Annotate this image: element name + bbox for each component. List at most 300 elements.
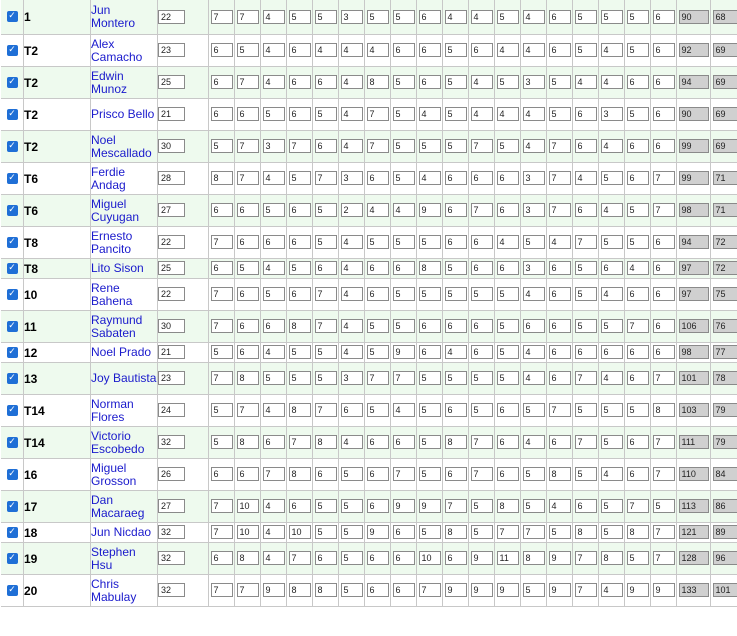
hole-5-score-input[interactable]: 6 — [315, 261, 337, 275]
hole-12-score-input[interactable]: 6 — [497, 261, 519, 275]
hole-5-score-input[interactable]: 6 — [315, 75, 337, 89]
checkbox-checked-icon[interactable]: ✓ — [8, 140, 16, 151]
hole-13-score-input[interactable]: 4 — [523, 107, 545, 121]
hole-12-score-input[interactable]: 6 — [497, 171, 519, 185]
hole-6-score-input[interactable]: 3 — [341, 10, 363, 24]
hole-10-score-input[interactable]: 6 — [445, 319, 467, 333]
hole-1-score-input[interactable]: 5 — [211, 403, 233, 417]
hole-9-score-input[interactable]: 4 — [419, 107, 441, 121]
hole-12-score-input[interactable]: 6 — [497, 203, 519, 217]
hole-13-score-input[interactable]: 5 — [523, 499, 545, 513]
hole-1-score-input[interactable]: 7 — [211, 499, 233, 513]
hole-18-score-input[interactable]: 7 — [653, 551, 675, 565]
checkbox-checked-icon[interactable]: ✓ — [8, 204, 16, 215]
hole-15-score-input[interactable]: 5 — [575, 403, 597, 417]
hole-18-score-input[interactable]: 6 — [653, 235, 675, 249]
hole-5-score-input[interactable]: 7 — [315, 287, 337, 301]
player-name-link[interactable]: Ernesto Pancito — [91, 228, 133, 256]
hole-17-score-input[interactable]: 6 — [627, 345, 649, 359]
hole-4-score-input[interactable]: 6 — [289, 107, 311, 121]
hole-11-score-input[interactable]: 5 — [471, 525, 493, 539]
hole-9-score-input[interactable]: 6 — [419, 75, 441, 89]
hole-5-score-input[interactable]: 5 — [315, 525, 337, 539]
hole-12-score-input[interactable]: 8 — [497, 499, 519, 513]
hole-17-score-input[interactable]: 5 — [627, 203, 649, 217]
hole-9-score-input[interactable]: 9 — [419, 499, 441, 513]
hole-11-score-input[interactable]: 6 — [471, 43, 493, 57]
hole-1-score-input[interactable]: 6 — [211, 551, 233, 565]
hole-11-score-input[interactable]: 5 — [471, 403, 493, 417]
handicap-input[interactable]: 21 — [158, 107, 185, 121]
hole-10-score-input[interactable]: 4 — [445, 345, 467, 359]
hole-14-score-input[interactable]: 7 — [549, 403, 571, 417]
hole-8-score-input[interactable]: 9 — [393, 345, 415, 359]
hole-11-score-input[interactable]: 5 — [471, 371, 493, 385]
hole-8-score-input[interactable]: 5 — [393, 171, 415, 185]
handicap-input[interactable]: 27 — [158, 203, 185, 217]
hole-10-score-input[interactable]: 6 — [445, 235, 467, 249]
handicap-input[interactable]: 22 — [158, 287, 185, 301]
handicap-input[interactable]: 32 — [158, 583, 185, 597]
hole-14-score-input[interactable]: 9 — [549, 583, 571, 597]
hole-15-score-input[interactable]: 6 — [575, 345, 597, 359]
hole-15-score-input[interactable]: 7 — [575, 551, 597, 565]
hole-11-score-input[interactable]: 7 — [471, 467, 493, 481]
hole-12-score-input[interactable]: 5 — [497, 345, 519, 359]
hole-7-score-input[interactable]: 6 — [367, 583, 389, 597]
hole-3-score-input[interactable]: 5 — [263, 287, 285, 301]
checkbox-checked-icon[interactable]: ✓ — [8, 346, 16, 357]
hole-2-score-input[interactable]: 6 — [237, 319, 259, 333]
hole-2-score-input[interactable]: 7 — [237, 583, 259, 597]
hole-8-score-input[interactable]: 6 — [393, 583, 415, 597]
hole-12-score-input[interactable]: 5 — [497, 10, 519, 24]
hole-4-score-input[interactable]: 6 — [289, 43, 311, 57]
hole-18-score-input[interactable]: 8 — [653, 403, 675, 417]
hole-9-score-input[interactable]: 9 — [419, 203, 441, 217]
hole-6-score-input[interactable]: 4 — [341, 43, 363, 57]
hole-13-score-input[interactable]: 5 — [523, 467, 545, 481]
hole-8-score-input[interactable]: 5 — [393, 139, 415, 153]
hole-8-score-input[interactable]: 5 — [393, 235, 415, 249]
hole-9-score-input[interactable]: 5 — [419, 435, 441, 449]
hole-1-score-input[interactable]: 7 — [211, 371, 233, 385]
hole-3-score-input[interactable]: 4 — [263, 261, 285, 275]
hole-6-score-input[interactable]: 3 — [341, 171, 363, 185]
hole-5-score-input[interactable]: 5 — [315, 499, 337, 513]
hole-13-score-input[interactable]: 3 — [523, 75, 545, 89]
hole-10-score-input[interactable]: 5 — [445, 371, 467, 385]
hole-14-score-input[interactable]: 9 — [549, 551, 571, 565]
checkbox-checked-icon[interactable]: ✓ — [8, 172, 16, 183]
hole-12-score-input[interactable]: 6 — [497, 435, 519, 449]
hole-3-score-input[interactable]: 4 — [263, 10, 285, 24]
hole-16-score-input[interactable]: 5 — [601, 525, 623, 539]
hole-17-score-input[interactable]: 9 — [627, 583, 649, 597]
hole-1-score-input[interactable]: 5 — [211, 435, 233, 449]
hole-5-score-input[interactable]: 8 — [315, 435, 337, 449]
checkbox-checked-icon[interactable]: ✓ — [8, 552, 16, 563]
hole-6-score-input[interactable]: 4 — [341, 107, 363, 121]
handicap-input[interactable]: 28 — [158, 171, 185, 185]
hole-8-score-input[interactable]: 6 — [393, 551, 415, 565]
handicap-input[interactable]: 23 — [158, 43, 185, 57]
hole-12-score-input[interactable]: 4 — [497, 43, 519, 57]
player-name-link[interactable]: Norman Flores — [91, 396, 134, 424]
hole-11-score-input[interactable]: 9 — [471, 583, 493, 597]
hole-6-score-input[interactable]: 4 — [341, 345, 363, 359]
hole-9-score-input[interactable]: 5 — [419, 235, 441, 249]
player-name-link[interactable]: Ferdie Andag — [91, 164, 126, 192]
hole-18-score-input[interactable]: 7 — [653, 371, 675, 385]
hole-18-score-input[interactable]: 6 — [653, 43, 675, 57]
hole-6-score-input[interactable]: 4 — [341, 435, 363, 449]
hole-10-score-input[interactable]: 8 — [445, 525, 467, 539]
hole-16-score-input[interactable]: 4 — [601, 203, 623, 217]
player-name-link[interactable]: Raymund Sabaten — [91, 312, 143, 340]
hole-17-score-input[interactable]: 5 — [627, 235, 649, 249]
hole-15-score-input[interactable]: 7 — [575, 435, 597, 449]
hole-3-score-input[interactable]: 9 — [263, 583, 285, 597]
hole-16-score-input[interactable]: 4 — [601, 371, 623, 385]
hole-14-score-input[interactable]: 6 — [549, 287, 571, 301]
hole-10-score-input[interactable]: 5 — [445, 43, 467, 57]
hole-2-score-input[interactable]: 5 — [237, 43, 259, 57]
hole-3-score-input[interactable]: 4 — [263, 403, 285, 417]
hole-11-score-input[interactable]: 5 — [471, 287, 493, 301]
hole-12-score-input[interactable]: 5 — [497, 287, 519, 301]
hole-15-score-input[interactable]: 7 — [575, 371, 597, 385]
player-name-link[interactable]: Miguel Cuyugan — [91, 196, 140, 224]
hole-16-score-input[interactable]: 4 — [601, 287, 623, 301]
hole-16-score-input[interactable]: 5 — [601, 435, 623, 449]
player-name-link[interactable]: Stephen Hsu — [91, 544, 136, 572]
hole-4-score-input[interactable]: 8 — [289, 467, 311, 481]
hole-3-score-input[interactable]: 5 — [263, 203, 285, 217]
checkbox-checked-icon[interactable]: ✓ — [8, 262, 16, 273]
hole-7-score-input[interactable]: 6 — [367, 171, 389, 185]
hole-14-score-input[interactable]: 4 — [549, 499, 571, 513]
hole-2-score-input[interactable]: 10 — [237, 499, 259, 513]
hole-11-score-input[interactable]: 4 — [471, 107, 493, 121]
hole-14-score-input[interactable]: 6 — [549, 43, 571, 57]
hole-17-score-input[interactable]: 5 — [627, 403, 649, 417]
handicap-input[interactable]: 30 — [158, 139, 185, 153]
hole-8-score-input[interactable]: 6 — [393, 525, 415, 539]
handicap-input[interactable]: 32 — [158, 525, 185, 539]
hole-18-score-input[interactable]: 6 — [653, 139, 675, 153]
player-name-link[interactable]: Noel Prado — [91, 345, 152, 359]
hole-15-score-input[interactable]: 6 — [575, 499, 597, 513]
hole-12-score-input[interactable]: 11 — [497, 551, 519, 565]
hole-18-score-input[interactable]: 6 — [653, 75, 675, 89]
hole-9-score-input[interactable]: 8 — [419, 261, 441, 275]
hole-1-score-input[interactable]: 5 — [211, 345, 233, 359]
hole-5-score-input[interactable]: 7 — [315, 403, 337, 417]
hole-1-score-input[interactable]: 7 — [211, 583, 233, 597]
hole-17-score-input[interactable]: 7 — [627, 319, 649, 333]
hole-1-score-input[interactable]: 6 — [211, 467, 233, 481]
hole-6-score-input[interactable]: 4 — [341, 235, 363, 249]
hole-4-score-input[interactable]: 6 — [289, 75, 311, 89]
hole-14-score-input[interactable]: 7 — [549, 139, 571, 153]
handicap-input[interactable]: 32 — [158, 435, 185, 449]
hole-12-score-input[interactable]: 6 — [497, 467, 519, 481]
hole-13-score-input[interactable]: 4 — [523, 287, 545, 301]
hole-15-score-input[interactable]: 6 — [575, 203, 597, 217]
hole-17-score-input[interactable]: 5 — [627, 43, 649, 57]
hole-5-score-input[interactable]: 4 — [315, 43, 337, 57]
player-name-link[interactable]: Victorio Escobedo — [91, 428, 145, 456]
checkbox-checked-icon[interactable]: ✓ — [8, 288, 16, 299]
hole-14-score-input[interactable]: 7 — [549, 171, 571, 185]
hole-3-score-input[interactable]: 5 — [263, 107, 285, 121]
hole-7-score-input[interactable]: 5 — [367, 235, 389, 249]
player-name-link[interactable]: Miguel Grosson — [91, 460, 137, 488]
checkbox-checked-icon[interactable]: ✓ — [8, 404, 16, 415]
hole-6-score-input[interactable]: 3 — [341, 371, 363, 385]
hole-6-score-input[interactable]: 4 — [341, 75, 363, 89]
hole-13-score-input[interactable]: 3 — [523, 171, 545, 185]
hole-5-score-input[interactable]: 8 — [315, 583, 337, 597]
hole-8-score-input[interactable]: 4 — [393, 403, 415, 417]
hole-12-score-input[interactable]: 7 — [497, 525, 519, 539]
hole-8-score-input[interactable]: 6 — [393, 261, 415, 275]
hole-10-score-input[interactable]: 6 — [445, 551, 467, 565]
hole-11-score-input[interactable]: 9 — [471, 551, 493, 565]
handicap-input[interactable]: 26 — [158, 467, 185, 481]
hole-16-score-input[interactable]: 8 — [601, 551, 623, 565]
handicap-input[interactable]: 24 — [158, 403, 185, 417]
hole-11-score-input[interactable]: 6 — [471, 261, 493, 275]
hole-6-score-input[interactable]: 2 — [341, 203, 363, 217]
hole-14-score-input[interactable]: 5 — [549, 525, 571, 539]
checkbox-checked-icon[interactable]: ✓ — [8, 320, 16, 331]
hole-5-score-input[interactable]: 5 — [315, 107, 337, 121]
hole-13-score-input[interactable]: 4 — [523, 139, 545, 153]
hole-15-score-input[interactable]: 7 — [575, 235, 597, 249]
player-name-link[interactable]: Dan Macaraeg — [91, 492, 145, 520]
hole-13-score-input[interactable]: 8 — [523, 551, 545, 565]
hole-2-score-input[interactable]: 5 — [237, 261, 259, 275]
hole-7-score-input[interactable]: 6 — [367, 551, 389, 565]
hole-10-score-input[interactable]: 9 — [445, 583, 467, 597]
handicap-input[interactable]: 23 — [158, 371, 185, 385]
hole-9-score-input[interactable]: 4 — [419, 171, 441, 185]
hole-3-score-input[interactable]: 4 — [263, 171, 285, 185]
player-name-link[interactable]: Noel Mescallado — [91, 132, 152, 160]
handicap-input[interactable]: 25 — [158, 261, 185, 275]
hole-1-score-input[interactable]: 6 — [211, 75, 233, 89]
hole-9-score-input[interactable]: 5 — [419, 467, 441, 481]
hole-10-score-input[interactable]: 5 — [445, 139, 467, 153]
hole-12-score-input[interactable]: 5 — [497, 371, 519, 385]
hole-8-score-input[interactable]: 5 — [393, 319, 415, 333]
hole-4-score-input[interactable]: 8 — [289, 319, 311, 333]
hole-6-score-input[interactable]: 4 — [341, 139, 363, 153]
hole-16-score-input[interactable]: 4 — [601, 43, 623, 57]
hole-18-score-input[interactable]: 7 — [653, 171, 675, 185]
hole-8-score-input[interactable]: 4 — [393, 203, 415, 217]
hole-5-score-input[interactable]: 6 — [315, 467, 337, 481]
hole-2-score-input[interactable]: 6 — [237, 235, 259, 249]
checkbox-checked-icon[interactable]: ✓ — [8, 11, 16, 22]
hole-1-score-input[interactable]: 6 — [211, 107, 233, 121]
hole-4-score-input[interactable]: 8 — [289, 403, 311, 417]
hole-6-score-input[interactable]: 5 — [341, 551, 363, 565]
checkbox-checked-icon[interactable]: ✓ — [8, 436, 16, 447]
hole-9-score-input[interactable]: 5 — [419, 287, 441, 301]
player-name-link[interactable]: Alex Camacho — [91, 36, 143, 64]
hole-5-score-input[interactable]: 5 — [315, 235, 337, 249]
hole-14-score-input[interactable]: 6 — [549, 319, 571, 333]
handicap-input[interactable]: 27 — [158, 499, 185, 513]
hole-16-score-input[interactable]: 6 — [601, 345, 623, 359]
hole-4-score-input[interactable]: 6 — [289, 235, 311, 249]
player-name-link[interactable]: Joy Bautista — [91, 371, 157, 385]
hole-12-score-input[interactable]: 5 — [497, 319, 519, 333]
hole-11-score-input[interactable]: 6 — [471, 319, 493, 333]
hole-14-score-input[interactable]: 6 — [549, 261, 571, 275]
hole-3-score-input[interactable]: 4 — [263, 43, 285, 57]
hole-1-score-input[interactable]: 7 — [211, 10, 233, 24]
hole-7-score-input[interactable]: 5 — [367, 319, 389, 333]
hole-8-score-input[interactable]: 7 — [393, 371, 415, 385]
hole-15-score-input[interactable]: 5 — [575, 319, 597, 333]
hole-3-score-input[interactable]: 5 — [263, 371, 285, 385]
hole-14-score-input[interactable]: 6 — [549, 371, 571, 385]
hole-1-score-input[interactable]: 8 — [211, 171, 233, 185]
hole-6-score-input[interactable]: 4 — [341, 261, 363, 275]
hole-11-score-input[interactable]: 7 — [471, 203, 493, 217]
hole-17-score-input[interactable]: 6 — [627, 171, 649, 185]
hole-1-score-input[interactable]: 7 — [211, 287, 233, 301]
hole-14-score-input[interactable]: 5 — [549, 107, 571, 121]
hole-16-score-input[interactable]: 6 — [601, 261, 623, 275]
hole-8-score-input[interactable]: 5 — [393, 107, 415, 121]
hole-13-score-input[interactable]: 4 — [523, 435, 545, 449]
hole-8-score-input[interactable]: 7 — [393, 467, 415, 481]
player-name-link[interactable]: Edwin Munoz — [91, 68, 128, 96]
hole-7-score-input[interactable]: 4 — [367, 203, 389, 217]
hole-10-score-input[interactable]: 5 — [445, 75, 467, 89]
hole-18-score-input[interactable]: 6 — [653, 107, 675, 121]
hole-2-score-input[interactable]: 7 — [237, 139, 259, 153]
hole-16-score-input[interactable]: 5 — [601, 171, 623, 185]
hole-4-score-input[interactable]: 5 — [289, 345, 311, 359]
hole-2-score-input[interactable]: 10 — [237, 525, 259, 539]
hole-17-score-input[interactable]: 6 — [627, 287, 649, 301]
hole-6-score-input[interactable]: 4 — [341, 319, 363, 333]
hole-18-score-input[interactable]: 6 — [653, 287, 675, 301]
hole-4-score-input[interactable]: 8 — [289, 583, 311, 597]
hole-7-score-input[interactable]: 7 — [367, 371, 389, 385]
hole-10-score-input[interactable]: 5 — [445, 261, 467, 275]
checkbox-checked-icon[interactable]: ✓ — [8, 108, 16, 119]
hole-8-score-input[interactable]: 5 — [393, 287, 415, 301]
handicap-input[interactable]: 25 — [158, 75, 185, 89]
hole-1-score-input[interactable]: 6 — [211, 203, 233, 217]
hole-4-score-input[interactable]: 10 — [289, 525, 311, 539]
handicap-input[interactable]: 30 — [158, 319, 185, 333]
hole-2-score-input[interactable]: 8 — [237, 551, 259, 565]
hole-18-score-input[interactable]: 6 — [653, 345, 675, 359]
hole-7-score-input[interactable]: 5 — [367, 345, 389, 359]
hole-17-score-input[interactable]: 4 — [627, 261, 649, 275]
hole-7-score-input[interactable]: 4 — [367, 43, 389, 57]
checkbox-checked-icon[interactable]: ✓ — [8, 236, 16, 247]
hole-13-score-input[interactable]: 3 — [523, 203, 545, 217]
hole-18-score-input[interactable]: 6 — [653, 319, 675, 333]
hole-5-score-input[interactable]: 5 — [315, 10, 337, 24]
handicap-input[interactable]: 22 — [158, 235, 185, 249]
hole-6-score-input[interactable]: 5 — [341, 467, 363, 481]
hole-17-score-input[interactable]: 6 — [627, 467, 649, 481]
hole-1-score-input[interactable]: 5 — [211, 139, 233, 153]
checkbox-checked-icon[interactable]: ✓ — [8, 44, 16, 55]
hole-14-score-input[interactable]: 8 — [549, 467, 571, 481]
hole-10-score-input[interactable]: 6 — [445, 171, 467, 185]
hole-1-score-input[interactable]: 6 — [211, 43, 233, 57]
hole-13-score-input[interactable]: 5 — [523, 235, 545, 249]
hole-9-score-input[interactable]: 7 — [419, 583, 441, 597]
hole-18-score-input[interactable]: 9 — [653, 583, 675, 597]
hole-15-score-input[interactable]: 5 — [575, 43, 597, 57]
hole-15-score-input[interactable]: 5 — [575, 467, 597, 481]
hole-5-score-input[interactable]: 6 — [315, 551, 337, 565]
hole-17-score-input[interactable]: 6 — [627, 75, 649, 89]
hole-7-score-input[interactable]: 5 — [367, 10, 389, 24]
hole-9-score-input[interactable]: 5 — [419, 139, 441, 153]
hole-17-score-input[interactable]: 7 — [627, 499, 649, 513]
hole-3-score-input[interactable]: 6 — [263, 319, 285, 333]
hole-5-score-input[interactable]: 5 — [315, 345, 337, 359]
hole-9-score-input[interactable]: 5 — [419, 371, 441, 385]
hole-3-score-input[interactable]: 4 — [263, 499, 285, 513]
hole-9-score-input[interactable]: 5 — [419, 403, 441, 417]
hole-14-score-input[interactable]: 6 — [549, 345, 571, 359]
hole-9-score-input[interactable]: 5 — [419, 525, 441, 539]
hole-7-score-input[interactable]: 6 — [367, 435, 389, 449]
hole-12-score-input[interactable]: 9 — [497, 583, 519, 597]
hole-9-score-input[interactable]: 6 — [419, 10, 441, 24]
hole-15-score-input[interactable]: 4 — [575, 171, 597, 185]
hole-2-score-input[interactable]: 8 — [237, 371, 259, 385]
hole-4-score-input[interactable]: 5 — [289, 171, 311, 185]
hole-12-score-input[interactable]: 6 — [497, 403, 519, 417]
hole-2-score-input[interactable]: 8 — [237, 435, 259, 449]
hole-13-score-input[interactable]: 5 — [523, 403, 545, 417]
handicap-input[interactable]: 32 — [158, 551, 185, 565]
hole-4-score-input[interactable]: 7 — [289, 139, 311, 153]
hole-16-score-input[interactable]: 4 — [601, 139, 623, 153]
checkbox-checked-icon[interactable]: ✓ — [8, 584, 16, 595]
hole-7-score-input[interactable]: 7 — [367, 139, 389, 153]
hole-10-score-input[interactable]: 5 — [445, 287, 467, 301]
hole-17-score-input[interactable]: 8 — [627, 525, 649, 539]
hole-6-score-input[interactable]: 5 — [341, 583, 363, 597]
hole-3-score-input[interactable]: 3 — [263, 139, 285, 153]
player-name-link[interactable]: Jun Nicdao — [91, 525, 152, 539]
hole-7-score-input[interactable]: 5 — [367, 403, 389, 417]
hole-11-score-input[interactable]: 4 — [471, 75, 493, 89]
hole-7-score-input[interactable]: 6 — [367, 287, 389, 301]
hole-2-score-input[interactable]: 6 — [237, 203, 259, 217]
hole-16-score-input[interactable]: 4 — [601, 467, 623, 481]
player-name-link[interactable]: Prisco Bello — [91, 107, 155, 121]
handicap-input[interactable]: 22 — [158, 10, 185, 24]
hole-4-score-input[interactable]: 6 — [289, 287, 311, 301]
